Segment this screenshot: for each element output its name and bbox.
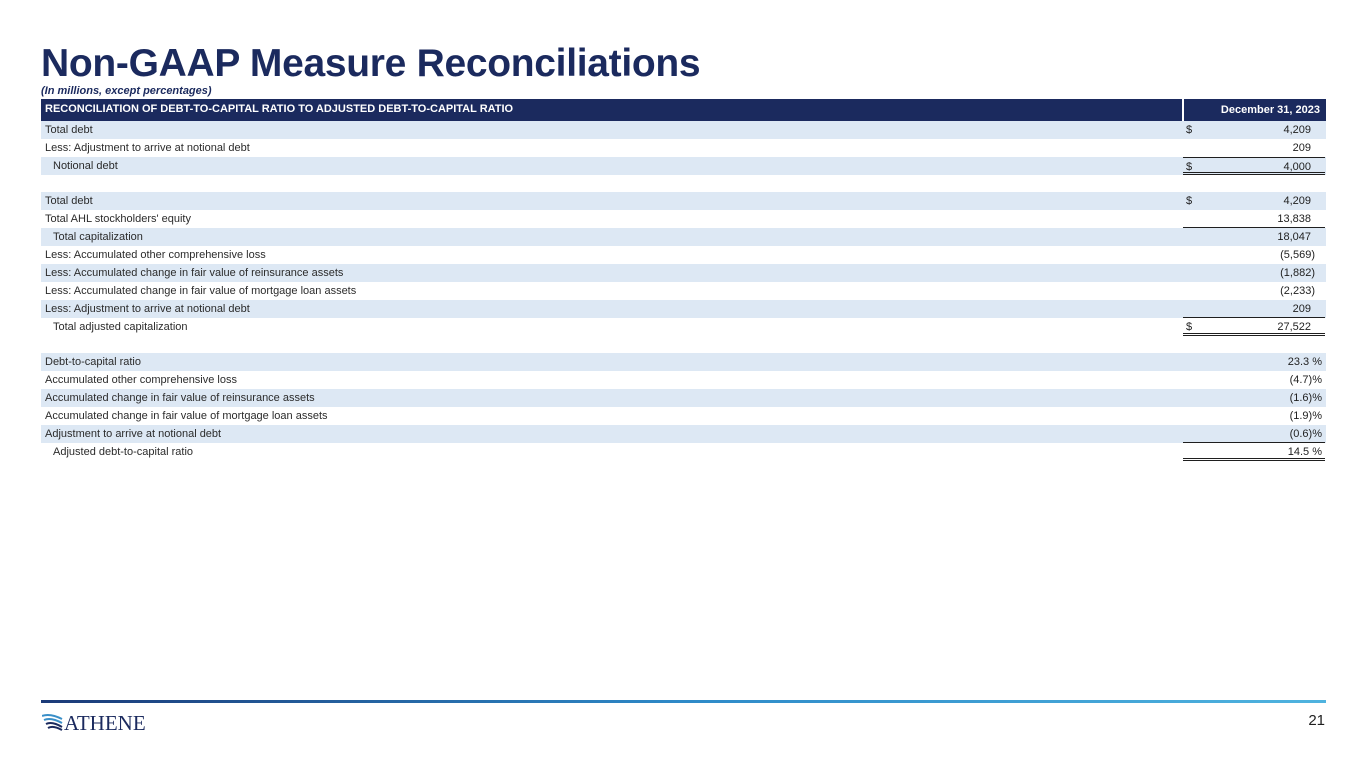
row-value: 18,047 [1277, 231, 1311, 243]
row-value: (2,233) [1280, 285, 1315, 297]
athene-logo [42, 711, 162, 735]
row-spacer [41, 175, 1326, 192]
row-label: Total adjusted capitalization [53, 321, 188, 333]
row-value-cell [1183, 210, 1325, 228]
row-label: Adjustment to arrive at notional debt [45, 428, 222, 440]
row-label: Less: Accumulated change in fair value of reinsurance assets [45, 267, 344, 279]
row-value: 4,209 [1283, 124, 1311, 136]
row-value: 23.3 % [1287, 356, 1322, 368]
table-row [41, 282, 1326, 300]
row-value-cell [1183, 228, 1325, 246]
row-label: Debt-to-capital ratio [45, 356, 141, 368]
row-value-cell [1183, 192, 1325, 210]
row-label: Less: Accumulated change in fair value of mortgage loan assets [45, 285, 357, 297]
logo-wave-icon [42, 713, 64, 731]
row-value-cell [1183, 264, 1325, 282]
row-value-cell [1183, 407, 1325, 425]
table-row [41, 407, 1326, 425]
row-value: 4,000 [1283, 161, 1311, 173]
table-header-label: RECONCILIATION OF DEBT-TO-CAPITAL RATIO TO ADJUSTED DEBT-TO-CAPITAL RATIO [45, 103, 514, 115]
row-value: (1.6)% [1289, 392, 1322, 404]
row-value: 209 [1292, 142, 1311, 154]
table-row [41, 353, 1326, 371]
row-value: (1,882) [1280, 267, 1315, 279]
row-label: Less: Adjustment to arrive at notional debt [45, 142, 250, 154]
row-value: 27,522 [1277, 321, 1311, 333]
row-value: (0.6)% [1289, 428, 1322, 440]
table-row [41, 443, 1326, 461]
row-value-cell [1183, 353, 1325, 371]
row-value: 14.5 % [1287, 446, 1322, 458]
footer-divider [41, 700, 1326, 703]
row-value: 209 [1292, 303, 1311, 315]
row-value: (1.9)% [1289, 410, 1322, 422]
currency-symbol: $ [1186, 195, 1193, 207]
table-row [41, 389, 1326, 407]
logo-wordmark: ATHENE [64, 711, 146, 735]
row-value-cell [1183, 139, 1325, 157]
page-number: 21 [1308, 712, 1325, 729]
row-value-cell [1183, 121, 1325, 139]
table-row [41, 246, 1326, 264]
table-row [41, 192, 1326, 210]
row-value: (5,569) [1280, 249, 1315, 261]
table-header-period: December 31, 2023 [1182, 99, 1326, 121]
row-value-cell [1183, 389, 1325, 407]
row-label: Total debt [45, 195, 93, 207]
row-label: Total capitalization [53, 231, 143, 243]
row-label: Total AHL stockholders' equity [45, 213, 191, 225]
table-row [41, 371, 1326, 389]
row-value: 4,209 [1283, 195, 1311, 207]
table-row [41, 264, 1326, 282]
row-spacer [41, 336, 1326, 353]
row-label: Less: Adjustment to arrive at notional debt [45, 303, 250, 315]
row-value-cell [1183, 282, 1325, 300]
row-label: Adjusted debt-to-capital ratio [53, 446, 194, 458]
reconciliation-table [41, 99, 1326, 461]
row-value-cell [1183, 157, 1325, 175]
table-row [41, 210, 1326, 228]
currency-symbol: $ [1186, 161, 1193, 173]
table-row [41, 300, 1326, 318]
row-label: Accumulated change in fair value of mortgage loan assets [45, 410, 328, 422]
row-value: 13,838 [1277, 213, 1311, 225]
row-value-cell [1183, 443, 1325, 461]
table-row [41, 157, 1326, 175]
table-row [41, 425, 1326, 443]
table-header [41, 99, 1326, 121]
row-value-cell [1183, 246, 1325, 264]
units-note: (In millions, except percentages) [41, 85, 212, 97]
currency-symbol: $ [1186, 321, 1193, 333]
row-label: Less: Accumulated other comprehensive loss [45, 249, 266, 261]
row-value-cell [1183, 371, 1325, 389]
table-row [41, 121, 1326, 139]
row-label: Notional debt [53, 160, 118, 172]
table-row [41, 228, 1326, 246]
row-label: Total debt [45, 124, 93, 136]
page-title: Non-GAAP Measure Reconciliations [41, 42, 701, 85]
row-label: Accumulated other comprehensive loss [45, 374, 237, 386]
row-value: (4.7)% [1289, 374, 1322, 386]
currency-symbol: $ [1186, 124, 1193, 136]
row-value-cell [1183, 425, 1325, 443]
table-row [41, 318, 1326, 336]
table-row [41, 139, 1326, 157]
row-value-cell [1183, 318, 1325, 336]
row-value-cell [1183, 300, 1325, 318]
row-label: Accumulated change in fair value of reinsurance assets [45, 392, 315, 404]
